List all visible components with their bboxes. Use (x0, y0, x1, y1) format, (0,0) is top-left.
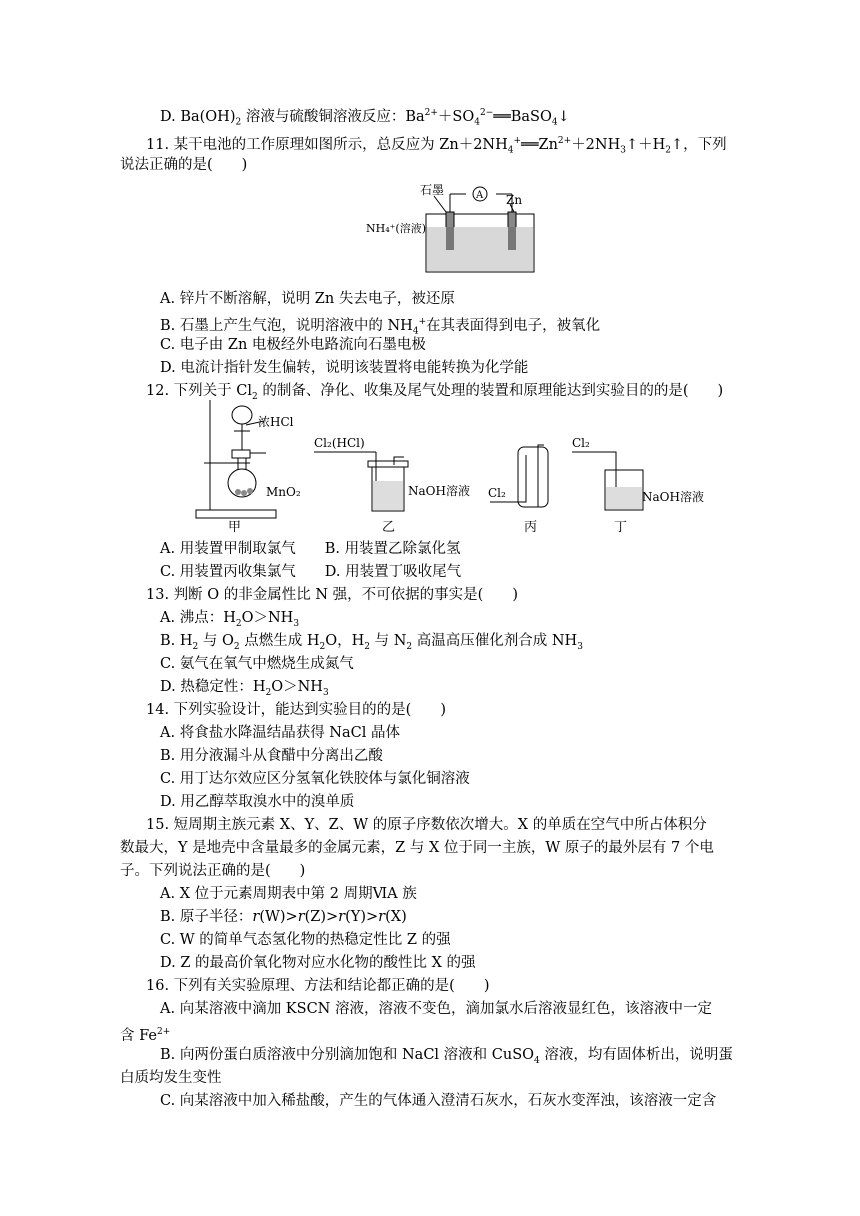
svg-text:NaOH溶液: NaOH溶液 (642, 490, 704, 504)
svg-text:浓HCl: 浓HCl (258, 415, 294, 429)
svg-text:MnO₂: MnO₂ (266, 485, 301, 499)
q16-a1: A. 向某溶液中滴加 KSCN 溶液，溶液不变色，滴加氯水后溶液显红色，该溶液中一定 (160, 1001, 712, 1017)
q11-d: D. 电流计指针发生偏转，说明该装置将电能转换为化学能 (160, 360, 529, 376)
svg-text:NaOH溶液: NaOH溶液 (408, 484, 470, 498)
svg-text:丙: 丙 (524, 520, 538, 535)
q16-stem: 16. 下列有关实验原理、方法和结论都正确的是( ) (146, 978, 490, 994)
q12-ab: A. 用装置甲制取氯气 B. 用装置乙除氯化氢 (160, 541, 461, 557)
q15-a: A. X 位于元素周期表中第 2 周期ⅥA 族 (160, 886, 417, 902)
q13-d: D. 热稳定性：$H_2O>NH_3$ (160, 679, 329, 698)
q13-c: C. 氨气在氧气中燃烧生成氮气 (160, 656, 354, 672)
svg-text:Cl₂: Cl₂ (572, 436, 590, 450)
q11-a: A. 锌片不断溶解，说明 Zn 失去电子，被还原 (160, 291, 455, 307)
q14-b: B. 用分液漏斗从食醋中分离出乙酸 (160, 748, 383, 764)
q14-c: C. 用丁达尔效应区分氢氧化铁胶体与氯化铜溶液 (160, 771, 470, 787)
svg-text:Cl₂: Cl₂ (488, 486, 506, 500)
zn-label: Zn (506, 193, 523, 207)
ammeter-label: A (476, 190, 484, 201)
q15-line3: 子。下列说法正确的是( ) (120, 863, 306, 879)
q11-b: B. 石墨上产生气泡，说明溶液中的 $NH_4^+$在其表面得到电子，被氧化 (160, 317, 601, 337)
q16-c1: C. 向某溶液中加入稀盐酸，产生的气体通入澄清石灰水，石灰水变浑浊，该溶液一定含 (160, 1093, 717, 1109)
figure-12-apparatus (180, 395, 740, 535)
solution-label: NH₄⁺(溶液) (366, 222, 427, 235)
graphite-label: 石墨 (420, 183, 445, 197)
q11-line2: 说法正确的是( ) (120, 157, 248, 173)
q13-b: B. $H_2$ 与 $O_2$ 点燃生成 $H_2O$，$H_2$ 与 $N_2$ 高温高压催化剂合成 $NH_3$ (160, 633, 583, 652)
q11-c: C. 电子由 Zn 电极经外电路流向石墨电极 (160, 337, 426, 353)
q12-stem: 12. 下列关于 $Cl_2$ 的制备、净化、收集及尾气处理的装置和原理能达到实验目的的是( ) (146, 383, 724, 402)
svg-text:Cl₂(HCl): Cl₂(HCl) (314, 436, 365, 450)
q16-a2: 含 $Fe^{2+}$ (120, 1027, 171, 1044)
q15-line2: 数最大，Y 是地壳中含量最多的金属元素，Z 与 X 位于同一主族，W 原子的最外层有 7 个电 (120, 840, 714, 856)
q14-stem: 14. 下列实验设计，能达到实验目的的是( ) (146, 702, 446, 718)
figure-11-battery (360, 182, 540, 278)
q16-b1: B. 向两份蛋白质溶液中分别滴加饱和 NaCl 溶液和 CuSO$_4$ 溶液，均有固体析出，说明蛋 (160, 1047, 733, 1066)
line-11d: D. $Ba(OH)_2$ 溶液与硫酸铜溶液反应：$Ba^{2+}+SO_4^{2-}══BaSO_4↓$ (160, 108, 570, 128)
collect-bottle (518, 447, 548, 507)
svg-text:甲: 甲 (228, 520, 242, 535)
q14-d: D. 用乙醇萃取溴水中的溴单质 (160, 794, 355, 810)
q16-b2: 白质均发生变性 (120, 1070, 222, 1086)
q11-line1: 11. 某干电池的工作原理如图所示，总反应为 $Zn+2NH_4^+══Zn^{2+}+2NH_3↑+H_2↑$，下列 (146, 136, 727, 156)
q15-line1: 15. 短周期主族元素 X、Y、Z、W 的原子序数依次增大。X 的单质在空气中所占体积分 (146, 817, 707, 833)
q14-a: A. 将食盐水降温结晶获得 NaCl 晶体 (160, 725, 400, 741)
q15-c: C. W 的简单气态氢化物的热稳定性比 Z 的强 (160, 932, 451, 948)
q12-cd: C. 用装置丙收集氯气 D. 用装置丁吸收尾气 (160, 564, 462, 580)
q13-stem: 13. 判断 O 的非金属性比 N 强，不可依据的事实是( ) (146, 587, 518, 603)
q13-a: A. 沸点：$H_2O>NH_3$ (160, 610, 300, 629)
dropping-funnel (232, 406, 252, 424)
q15-b: B. 原子半径：r(W)>r(Z)>r(Y)>r(X) (160, 909, 407, 925)
q15-d: D. Z 的最高价氧化物对应水化物的酸性比 X 的强 (160, 955, 476, 971)
svg-text:丁: 丁 (614, 520, 628, 535)
svg-text:乙: 乙 (382, 520, 396, 535)
